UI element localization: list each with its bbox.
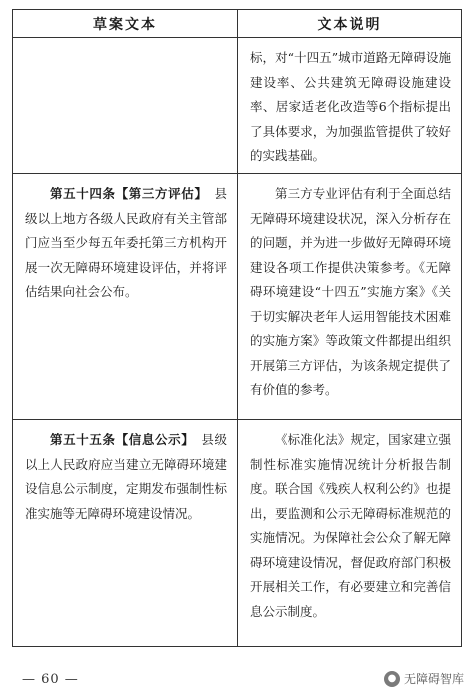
watermark-text: 无障碍智库 (403, 672, 464, 686)
comparison-table (12, 9, 462, 647)
article-title: 第五十五条【信息公示】 (50, 432, 189, 447)
explanation-cell: 标，对“十四五”城市道路无障碍设施建设率、公共建筑无障碍设施建设率、居家适老化改造等6个指标提出了具体要求，为加强监管提供了较好的实践基础。 (250, 50, 451, 163)
article-text: 县级以上地方各级人民政府有关主管部门应当至少每五年委托第三方机构开展一次无障碍环境建设评估，并将评估结果向社会公布。 (25, 186, 227, 299)
article-title: 第五十四条【第三方评估】 (50, 186, 202, 201)
header-explanation: 文本说明 (317, 16, 382, 33)
explanation-cell: 《标准化法》规定，国家建立强制性标准实施情况统计分析报告制度。联合国《残疾人权利公约》也提出，要监测和公示无障碍标准规范的实施情况。为保障社会公众了解无障碍环境建设情况，督促政府部门积极开展相关工作，有必要建立和完善信息公示制度。 (250, 432, 451, 619)
wechat-icon: ● (384, 671, 400, 687)
table-row (13, 174, 461, 420)
explanation-cell: 第三方专业评估有利于全面总结无障碍环境建设状况，深入分析存在的问题，并为进一步做好无障碍环境建设各项工作提供决策参考。《无障碍环境建设“十四五”实施方案》《关于切实解决老年人运用智能技术困难的实施方案》等政策文件都提出组织开展第三方评估，为该条规定提供了有价值的参考。 (250, 186, 451, 397)
draft-cell (13, 420, 238, 646)
table-row (13, 420, 461, 646)
table-header-row (13, 10, 461, 38)
draft-cell (13, 38, 238, 173)
article-text: 县级以上人民政府应当建立无障碍环境建设信息公示制度，定期发布强制性标准实施等无障碍环境建设情况。 (25, 432, 227, 521)
watermark (384, 670, 464, 687)
table-row (13, 38, 461, 174)
page-number: — 60 — (22, 672, 79, 687)
draft-cell (13, 174, 238, 419)
header-draft-text: 草案文本 (13, 10, 238, 37)
